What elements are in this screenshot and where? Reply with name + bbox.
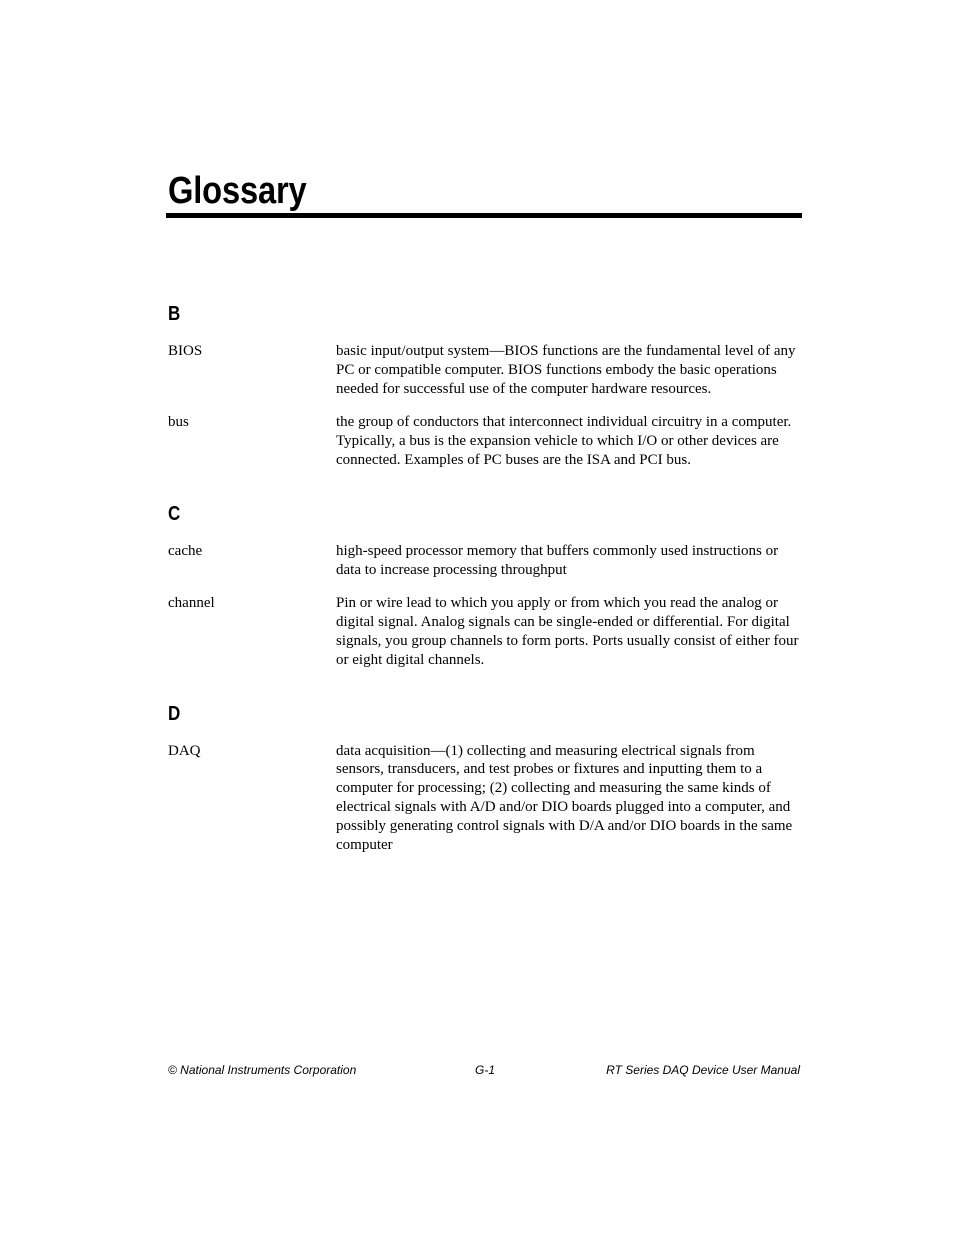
- glossary-term: channel: [168, 595, 215, 612]
- glossary-section-b: [168, 302, 802, 470]
- glossary-definition: high-speed processor memory that buffers commonly used instructions or data to increase processing throughput: [336, 542, 779, 578]
- glossary-entry: [168, 413, 802, 469]
- section-letter: D: [168, 702, 181, 725]
- footer-page-number: G-1: [475, 1063, 496, 1077]
- glossary-definition: basic input/output system—BIOS functions are the fundamental level of any PC or compatible computer. BIOS functions embody the basic operations needed for successful use of the computer hardware resources.: [336, 343, 796, 397]
- glossary-entry: [168, 594, 802, 669]
- footer-manual-title: RT Series DAQ Device User Manual: [606, 1063, 800, 1077]
- glossary-section-d: [168, 702, 802, 855]
- glossary-entry: [168, 342, 802, 398]
- glossary-entry: [168, 742, 802, 855]
- title-rule: [166, 213, 802, 218]
- section-letter: C: [168, 502, 181, 525]
- glossary-term: bus: [168, 414, 189, 431]
- glossary-section-c: [168, 502, 802, 670]
- glossary-definition: Pin or wire lead to which you apply or from which you read the analog or digital signal. Analog signals can be single-ended or differential. For digital signals, you group channels to form ports. Ports usually consist of either four or eight digital channels.: [336, 595, 799, 668]
- glossary-definition: the group of conductors that interconnect individual circuitry in a computer. Typically, a bus is the expansion vehicle to which I/O or other devices are connected. Examples of PC buses are the ISA and PCI bus.: [336, 414, 792, 468]
- glossary-entry: [168, 542, 802, 580]
- glossary-term: cache: [168, 542, 203, 559]
- page-title: Glossary: [168, 170, 307, 212]
- glossary-definition: data acquisition—(1) collecting and measuring electrical signals from sensors, transducers, and test probes or fixtures and inputting them to a computer for processing; (2) collecting and measuring the same kinds of electrical signals with A/D and/or DIO boards plugged into a computer, and possibly generating control signals with D/A and/or DIO boards in the same computer: [336, 742, 793, 853]
- section-letter: B: [168, 303, 181, 325]
- footer-copyright: © National Instruments Corporation: [168, 1063, 357, 1077]
- glossary-content: [168, 302, 802, 869]
- glossary-term: BIOS: [168, 343, 203, 359]
- glossary-term: DAQ: [168, 742, 201, 759]
- page-footer: [168, 1062, 802, 1078]
